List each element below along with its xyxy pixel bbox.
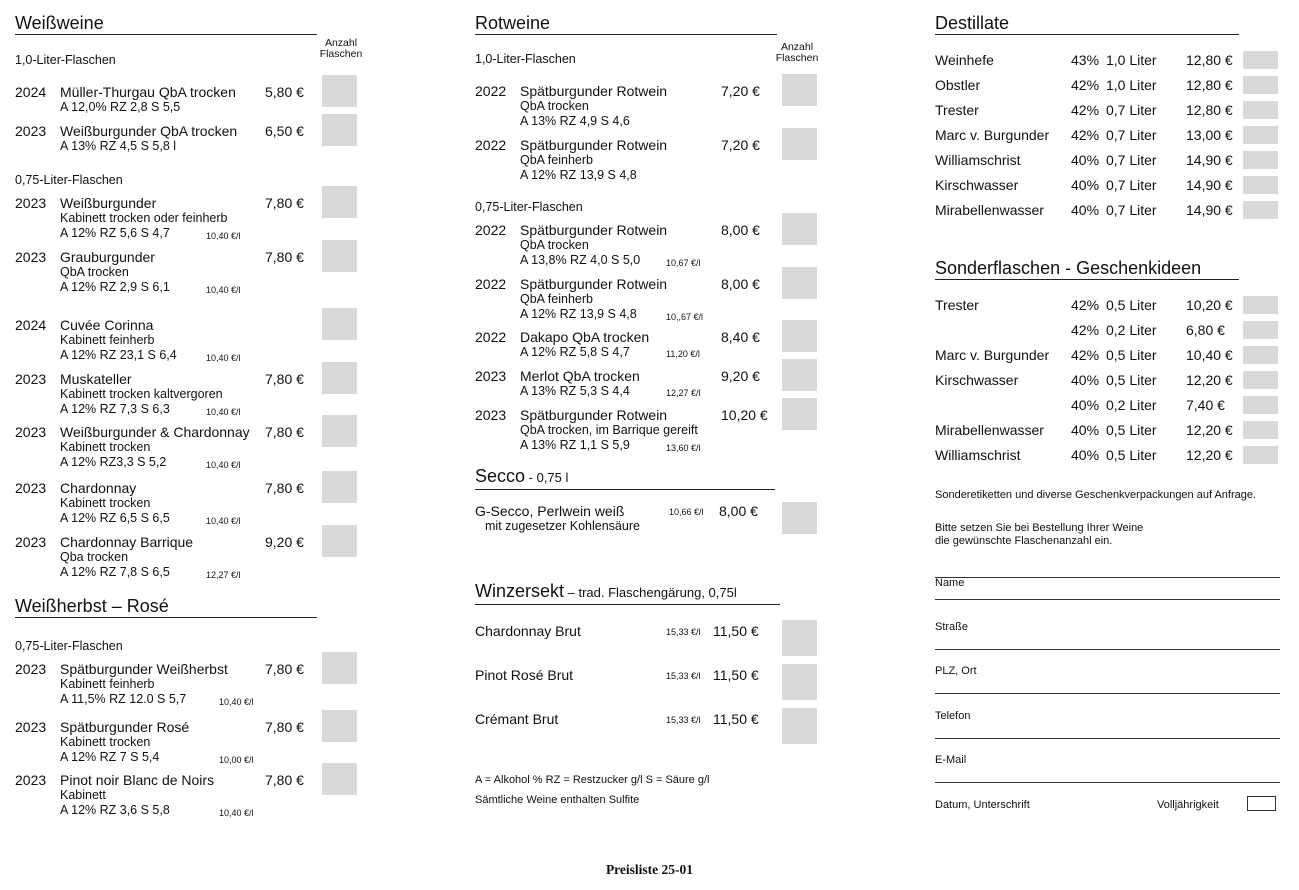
spirit-name: Williamschrist xyxy=(935,447,1021,463)
wine-description: QbA feinherb xyxy=(520,153,593,167)
spirit-item xyxy=(935,347,1280,367)
price-per-liter: 10,40 €/l xyxy=(206,285,241,295)
wine-price: 7,80 € xyxy=(265,772,304,788)
spirit-item xyxy=(935,177,1280,197)
wine-name: Chardonnay Barrique xyxy=(60,534,194,550)
wine-name: Spätburgunder Rotwein xyxy=(520,83,668,99)
spirit-price: 12,20 € xyxy=(1186,372,1233,388)
spirit-price: 13,00 € xyxy=(1186,127,1233,143)
wine-analysis: A 12% RZ 7 S 5,4 xyxy=(60,750,160,764)
wine-price: 9,20 € xyxy=(265,534,304,550)
spirit-item xyxy=(935,297,1280,317)
wine-price: 5,80 € xyxy=(265,84,304,100)
quantity-input[interactable] xyxy=(1243,371,1278,389)
wine-year: 2022 xyxy=(475,276,507,292)
spirit-alcohol: 40% xyxy=(1071,202,1100,218)
subheading-1l: 1,0-Liter-Flaschen xyxy=(15,53,116,67)
wine-description: QbA trocken xyxy=(60,265,129,279)
price-per-liter: 12,27 €/l xyxy=(206,570,241,580)
wine-price: 7,80 € xyxy=(265,480,304,496)
spirit-name: Obstler xyxy=(935,77,981,93)
wine-analysis: A 13,8% RZ 4,0 S 5,0 xyxy=(520,253,641,267)
section-heading-winzersekt: Winzersekt – trad. Flaschengärung, 0,75l xyxy=(475,580,780,605)
wine-description: Kabinett trocken xyxy=(60,496,151,510)
wine-price: 7,80 € xyxy=(265,249,304,265)
spirit-alcohol: 42% xyxy=(1071,127,1100,143)
spirit-name: Marc v. Burgunder xyxy=(935,127,1050,143)
spirit-alcohol: 42% xyxy=(1071,77,1100,93)
quantity-input[interactable] xyxy=(782,359,817,391)
wine-name: Crémant Brut xyxy=(475,711,559,727)
spirit-item xyxy=(935,52,1280,72)
spirit-volume: 0,7 Liter xyxy=(1106,127,1157,143)
wine-price: 8,00 € xyxy=(721,276,760,292)
wine-description: mit zugesetzer Kohlensäure xyxy=(485,519,640,533)
wine-price: 8,00 € xyxy=(721,222,760,238)
quantity-input[interactable] xyxy=(322,186,357,218)
form-field-label: Telefon xyxy=(935,710,971,722)
wine-price: 7,20 € xyxy=(721,137,760,153)
wine-analysis: A 13% RZ 4,9 S 4,6 xyxy=(520,114,630,128)
wine-name: Spätburgunder Rotwein xyxy=(520,137,668,153)
wine-name: Weißburgunder xyxy=(60,195,157,211)
wine-name: G-Secco, Perlwein weiß xyxy=(475,503,625,519)
price-per-liter: 12,27 €/l xyxy=(666,388,701,398)
wine-year: 2023 xyxy=(15,424,47,440)
spirit-item xyxy=(935,127,1280,147)
wine-year: 2024 xyxy=(15,84,47,100)
wine-name: Spätburgunder Weißherbst xyxy=(60,661,228,677)
spirit-alcohol: 40% xyxy=(1071,177,1100,193)
quantity-input[interactable] xyxy=(322,525,357,557)
section-heading-sonderflaschen: Sonderflaschen - Geschenkideen xyxy=(935,257,1239,280)
quantity-column-label: Anzahl Flaschen xyxy=(775,41,819,64)
spirit-name: Mirabellenwasser xyxy=(935,422,1044,438)
quantity-input[interactable] xyxy=(782,664,817,700)
spirit-alcohol: 42% xyxy=(1071,322,1100,338)
quantity-input[interactable] xyxy=(782,74,817,106)
wine-year: 2023 xyxy=(475,407,507,423)
spirit-volume: 0,7 Liter xyxy=(1106,202,1157,218)
spirit-item xyxy=(935,397,1280,417)
wine-year: 2023 xyxy=(15,534,47,550)
quantity-input[interactable] xyxy=(1243,296,1278,314)
signature-label: Datum, Unterschrift xyxy=(935,799,1030,811)
wine-price: 11,50 € xyxy=(713,623,759,639)
wine-price: 6,50 € xyxy=(265,123,304,139)
wine-year: 2023 xyxy=(15,123,47,139)
section-heading-destillate: Destillate xyxy=(935,12,1239,35)
spirit-item xyxy=(935,102,1280,122)
sulfite-note: Sämtliche Weine enthalten Sulfite xyxy=(475,794,640,806)
wine-description: QbA feinherb xyxy=(520,292,593,306)
spirit-volume: 0,7 Liter xyxy=(1106,152,1157,168)
price-per-liter: 15,33 €/l xyxy=(666,627,701,637)
spirit-item xyxy=(935,152,1280,172)
price-per-liter: 10,40 €/l xyxy=(206,407,241,417)
form-field-line[interactable] xyxy=(935,738,1280,739)
spirit-name: Kirschwasser xyxy=(935,177,1019,193)
abbreviation-legend: A = Alkohol % RZ = Restzucker g/l S = Säure g/l xyxy=(475,774,710,786)
spirit-price: 12,80 € xyxy=(1186,102,1233,118)
quantity-input[interactable] xyxy=(782,320,817,352)
spirit-alcohol: 43% xyxy=(1071,52,1100,68)
wine-description: Qba trocken xyxy=(60,550,129,564)
wine-price: 7,20 € xyxy=(721,83,760,99)
section-heading-weissherbst: Weißherbst – Rosé xyxy=(15,595,317,618)
spirit-volume: 0,7 Liter xyxy=(1106,102,1157,118)
price-per-liter: 10,67 €/l xyxy=(666,258,701,268)
wine-price: 11,50 € xyxy=(713,667,759,683)
price-per-liter: 10,40 €/l xyxy=(206,353,241,363)
wine-analysis: A 12% RZ 3,6 S 5,8 xyxy=(60,803,170,817)
spirit-volume: 0,5 Liter xyxy=(1106,372,1157,388)
wine-analysis: A 12% RZ 13,9 S 4,8 xyxy=(520,307,637,321)
price-per-liter: 13,60 €/l xyxy=(666,443,701,453)
quantity-input[interactable] xyxy=(1243,201,1278,219)
wine-analysis: A 12% RZ3,3 S 5,2 xyxy=(60,455,167,469)
quantity-input[interactable] xyxy=(322,710,357,742)
spirit-price: 6,80 € xyxy=(1186,322,1225,338)
price-per-liter: 15,33 €/l xyxy=(666,671,701,681)
spirit-price: 12,20 € xyxy=(1186,447,1233,463)
wine-year: 2023 xyxy=(15,249,47,265)
wine-year: 2023 xyxy=(15,371,47,387)
spirit-name: Mirabellenwasser xyxy=(935,202,1044,218)
quantity-input[interactable] xyxy=(1243,396,1278,414)
wine-description: A 12,0% RZ 2,8 S 5,5 xyxy=(60,100,181,114)
price-per-liter: 10,40 €/l xyxy=(219,808,254,818)
quantity-input[interactable] xyxy=(322,308,357,340)
spirit-name: Trester xyxy=(935,297,979,313)
wine-name: Cuvée Corinna xyxy=(60,317,154,333)
spirit-price: 14,90 € xyxy=(1186,202,1233,218)
form-field-line[interactable] xyxy=(935,599,1280,600)
subheading-075l: 0,75-Liter-Flaschen xyxy=(15,173,123,187)
quantity-input[interactable] xyxy=(322,75,357,107)
subheading-rose-075l: 0,75-Liter-Flaschen xyxy=(15,639,123,653)
wine-description: A 13% RZ 5,3 S 4,4 xyxy=(520,384,630,398)
wine-name: Merlot QbA trocken xyxy=(520,368,640,384)
wine-year: 2022 xyxy=(475,137,507,153)
wine-price: 7,80 € xyxy=(265,195,304,211)
quantity-input[interactable] xyxy=(1243,151,1278,169)
wine-analysis: A 12% RZ 13,9 S 4,8 xyxy=(520,168,637,182)
quantity-input[interactable] xyxy=(782,620,817,656)
spirit-price: 12,80 € xyxy=(1186,77,1233,93)
wine-year: 2023 xyxy=(15,480,47,496)
spirit-volume: 1,0 Liter xyxy=(1106,52,1157,68)
wine-description: Kabinett xyxy=(60,788,106,802)
wine-analysis: A 11,5% RZ 12.0 S 5,7 xyxy=(60,692,187,706)
spirit-item xyxy=(935,447,1280,467)
spirit-name: Marc v. Burgunder xyxy=(935,347,1050,363)
wine-name: Muskateller xyxy=(60,371,132,387)
quantity-input[interactable] xyxy=(1243,421,1278,439)
spirit-name: Trester xyxy=(935,102,979,118)
price-per-liter: 15,33 €/l xyxy=(666,715,701,725)
wine-analysis: A 12% RZ 2,9 S 6,1 xyxy=(60,280,170,294)
wine-name: Dakapo QbA trocken xyxy=(520,329,650,345)
wine-price: 7,80 € xyxy=(265,371,304,387)
wine-analysis: A 12% RZ 7,8 S 6,5 xyxy=(60,565,170,579)
spirit-price: 12,80 € xyxy=(1186,52,1233,68)
subheading-1l: 1,0-Liter-Flaschen xyxy=(475,52,576,66)
quantity-input[interactable] xyxy=(322,652,357,684)
wine-analysis: A 12% RZ 7,3 S 6,3 xyxy=(60,402,170,416)
wine-description: Kabinett feinherb xyxy=(60,677,155,691)
quantity-input[interactable] xyxy=(322,471,357,503)
quantity-input[interactable] xyxy=(1243,126,1278,144)
quantity-input[interactable] xyxy=(782,267,817,299)
quantity-input[interactable] xyxy=(322,362,357,394)
spirit-volume: 0,2 Liter xyxy=(1106,322,1157,338)
spirit-alcohol: 40% xyxy=(1071,422,1100,438)
wine-name: Spätburgunder Rotwein xyxy=(520,276,668,292)
wine-analysis: A 12% RZ 5,6 S 4,7 xyxy=(60,226,170,240)
wine-price: 8,40 € xyxy=(721,329,760,345)
wine-description: Kabinett trocken oder feinherb xyxy=(60,211,228,225)
price-per-liter: 10,66 €/l xyxy=(669,507,704,517)
order-instruction-line1: Bitte setzen Sie bei Bestellung Ihrer Weine xyxy=(935,522,1144,534)
quantity-column-label: Anzahl Flaschen xyxy=(319,37,363,60)
adult-label: Volljährigkeit xyxy=(1157,799,1219,811)
form-field-label: E-Mail xyxy=(935,754,967,766)
wine-description: Kabinett trocken xyxy=(60,440,151,454)
wine-year: 2022 xyxy=(475,83,507,99)
spirit-alcohol: 42% xyxy=(1071,297,1100,313)
wine-description: QbA trocken xyxy=(520,99,589,113)
wine-price: 7,80 € xyxy=(265,719,304,735)
quantity-input[interactable] xyxy=(782,398,817,430)
wine-name: Spätburgunder Rotwein xyxy=(520,222,668,238)
spirit-volume: 0,5 Liter xyxy=(1106,347,1157,363)
wine-year: 2023 xyxy=(15,719,47,735)
quantity-input[interactable] xyxy=(1243,101,1278,119)
wine-year: 2022 xyxy=(475,222,507,238)
quantity-input[interactable] xyxy=(322,240,357,272)
quantity-input[interactable] xyxy=(322,415,357,447)
spirit-alcohol: 40% xyxy=(1071,397,1100,413)
adult-checkbox[interactable] xyxy=(1247,796,1276,811)
order-instruction-line2: die gewünschte Flaschenanzahl ein. xyxy=(935,535,1113,547)
quantity-input[interactable] xyxy=(322,763,357,795)
wine-year: 2023 xyxy=(15,772,47,788)
wine-description: QbA trocken, im Barrique gereift xyxy=(520,423,698,437)
spirit-name: Williamschrist xyxy=(935,152,1021,168)
price-per-liter: 10,40 €/l xyxy=(206,460,241,470)
wine-analysis: A 12% RZ 6,5 S 6,5 xyxy=(60,511,170,525)
price-per-liter: 11,20 €/l xyxy=(666,349,700,359)
spirit-volume: 0,2 Liter xyxy=(1106,397,1157,413)
spirit-price: 10,40 € xyxy=(1186,347,1233,363)
special-labels-note: Sonderetiketten und diverse Geschenkverpackungen auf Anfrage. xyxy=(935,489,1257,501)
form-field-label: Straße xyxy=(935,621,969,633)
form-field-label: Name xyxy=(935,577,965,589)
section-heading-rotweine: Rotweine xyxy=(475,12,777,35)
quantity-input[interactable] xyxy=(782,213,817,245)
wine-year: 2024 xyxy=(15,317,47,333)
spirit-volume: 1,0 Liter xyxy=(1106,77,1157,93)
quantity-input[interactable] xyxy=(1243,346,1278,364)
wine-price: 7,80 € xyxy=(265,661,304,677)
wine-description: QbA trocken xyxy=(520,238,589,252)
spirit-item xyxy=(935,422,1280,442)
price-per-liter: 10,00 €/l xyxy=(219,755,254,765)
wine-price: 7,80 € xyxy=(265,424,304,440)
spirit-name: Kirschwasser xyxy=(935,372,1019,388)
wine-price: 9,20 € xyxy=(721,368,760,384)
spirit-volume: 0,5 Liter xyxy=(1106,297,1157,313)
wine-name: Pinot Rosé Brut xyxy=(475,667,574,683)
wine-price: 8,00 € xyxy=(719,503,758,519)
price-per-liter: 10,40 €/l xyxy=(206,516,241,526)
wine-name: Chardonnay Brut xyxy=(475,623,581,639)
wine-year: 2023 xyxy=(475,368,507,384)
wine-year: 2023 xyxy=(15,661,47,677)
wine-description: A 13% RZ 4,5 S 5,8 l xyxy=(60,139,177,153)
quantity-input[interactable] xyxy=(782,708,817,744)
form-field-line[interactable] xyxy=(935,649,1280,650)
wine-name: Spätburgunder Rotwein xyxy=(520,407,668,423)
spirit-volume: 0,7 Liter xyxy=(1106,177,1157,193)
spirit-alcohol: 40% xyxy=(1071,372,1100,388)
spirit-price: 14,90 € xyxy=(1186,177,1233,193)
spirit-price: 14,90 € xyxy=(1186,152,1233,168)
spirit-item xyxy=(935,372,1280,392)
spirit-price: 10,20 € xyxy=(1186,297,1233,313)
wine-price: 11,50 € xyxy=(713,711,759,727)
wine-name: Chardonnay xyxy=(60,480,137,496)
quantity-input[interactable] xyxy=(1243,321,1278,339)
price-per-liter: 10,40 €/l xyxy=(219,697,254,707)
quantity-input[interactable] xyxy=(782,128,817,160)
price-per-liter: 10,40 €/l xyxy=(206,231,241,241)
price-list-footer: Preisliste 25-01 xyxy=(605,862,694,877)
wine-name: Müller-Thurgau QbA trocken xyxy=(60,84,236,100)
wine-description: Kabinett trocken xyxy=(60,735,151,749)
subheading-075l: 0,75-Liter-Flaschen xyxy=(475,200,583,214)
spirit-alcohol: 40% xyxy=(1071,447,1100,463)
wine-year: 2022 xyxy=(475,329,507,345)
spirit-price: 12,20 € xyxy=(1186,422,1233,438)
wine-description: A 12% RZ 5,8 S 4,7 xyxy=(520,345,630,359)
wine-name: Weißburgunder & Chardonnay xyxy=(60,424,250,440)
form-field-line[interactable] xyxy=(935,782,1280,783)
wine-name: Pinot noir Blanc de Noirs xyxy=(60,772,215,788)
section-heading-secco: Secco - 0,75 l xyxy=(475,465,775,490)
wine-name: Grauburgunder xyxy=(60,249,155,265)
spirit-name: Weinhefe xyxy=(935,52,994,68)
quantity-input[interactable] xyxy=(322,114,357,146)
spirit-volume: 0,5 Liter xyxy=(1106,422,1157,438)
spirit-price: 7,40 € xyxy=(1186,397,1225,413)
spirit-volume: 0,5 Liter xyxy=(1106,447,1157,463)
form-field-label: PLZ, Ort xyxy=(935,665,977,677)
wine-analysis: A 12% RZ 23,1 S 6,4 xyxy=(60,348,177,362)
wine-name: Weißburgunder QbA trocken xyxy=(60,123,238,139)
quantity-input[interactable] xyxy=(782,502,817,534)
wine-price: 10,20 € xyxy=(721,407,768,423)
quantity-input[interactable] xyxy=(1243,176,1278,194)
spirit-item xyxy=(935,77,1280,97)
wine-description: Kabinett feinherb xyxy=(60,333,155,347)
section-heading-weissweine: Weißweine xyxy=(15,12,317,35)
spirit-item xyxy=(935,322,1280,342)
spirit-alcohol: 40% xyxy=(1071,152,1100,168)
form-field-line[interactable] xyxy=(935,693,1280,694)
quantity-input[interactable] xyxy=(1243,76,1278,94)
spirit-alcohol: 42% xyxy=(1071,347,1100,363)
price-per-liter: 10,,67 €/l xyxy=(666,312,704,322)
quantity-input[interactable] xyxy=(1243,51,1278,69)
spirit-item xyxy=(935,202,1280,222)
wine-analysis: A 13% RZ 1,1 S 5,9 xyxy=(520,438,630,452)
quantity-input[interactable] xyxy=(1243,446,1278,464)
wine-name: Spätburgunder Rosé xyxy=(60,719,190,735)
wine-year: 2023 xyxy=(15,195,47,211)
spirit-alcohol: 42% xyxy=(1071,102,1100,118)
wine-description: Kabinett trocken kaltvergoren xyxy=(60,387,223,401)
